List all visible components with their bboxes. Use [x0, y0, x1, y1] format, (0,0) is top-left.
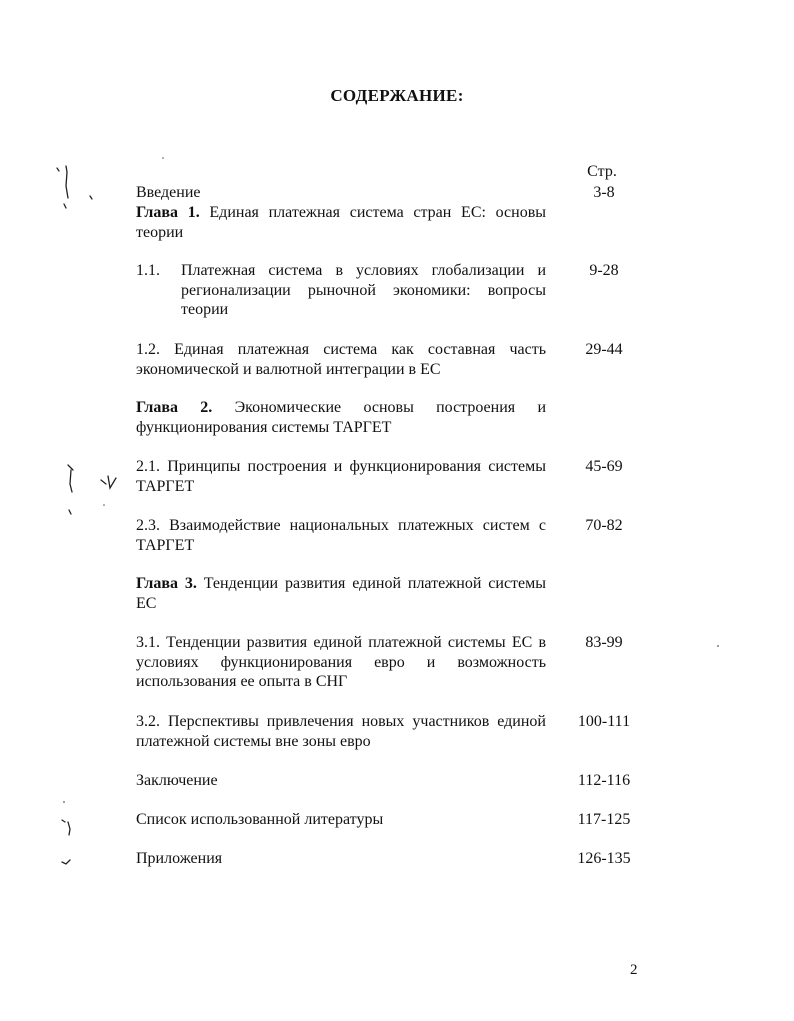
- toc-entry-pages: 70-82: [585, 517, 623, 534]
- toc-entry-text: Единая платежная система стран ЕС: основы теории: [136, 204, 547, 241]
- chapter-label: Глава 1.: [136, 204, 200, 221]
- toc-entry-text: Список использованной литературы: [136, 811, 384, 828]
- toc-entry-pages: 83-99: [585, 634, 623, 651]
- toc-entry-text: 1.2. Единая платежная система как составная часть экономической и валютной интеграции в ЕС: [136, 341, 546, 378]
- pencil-mark-icon: [66, 166, 68, 198]
- toc-entry-pages: 126-135: [577, 850, 631, 867]
- toc-entry-text: 2.1. Принципы построения и функционирования системы ТАРГЕТ: [136, 458, 546, 495]
- page-column-header: Стр.: [587, 163, 617, 180]
- toc-entry-pages: 29-44: [585, 341, 623, 358]
- toc-entry-pages: 100-111: [577, 713, 631, 730]
- page-number: 2: [630, 962, 638, 978]
- toc-entry-text: Заключение: [136, 772, 218, 789]
- chapter-label: Глава 3.: [136, 575, 197, 592]
- toc-entry-text: Тенденции развития единой платежной системы ЕС: [136, 575, 547, 612]
- toc-entry-text: 3.1. Тенденции развития единой платежной системы ЕС в условиях функционирования евро и возможность использования ее опыта в СНГ: [136, 634, 546, 691]
- toc-entry-text: 3.2. Перспективы привлечения новых участников единой платежной системы вне зоны евро: [136, 713, 546, 750]
- toc-entry-pages: 117-125: [577, 811, 631, 828]
- chapter-label: Глава 2.: [136, 399, 213, 416]
- toc-entry-text: Экономические основы построения и функционирования системы ТАРГЕТ: [136, 399, 546, 436]
- section-number: 1.1.: [136, 262, 160, 279]
- toc-entry-text: Введение: [136, 184, 201, 201]
- toc-entry-text: 2.3. Взаимодействие национальных платежных систем с ТАРГЕТ: [136, 517, 546, 554]
- toc-entry-pages: 45-69: [585, 458, 623, 475]
- toc-entry-pages: 9-28: [589, 262, 619, 279]
- toc-entry-text: Платежная система в условиях глобализации и регионализации рыночной экономики: вопросы теории: [181, 262, 546, 319]
- toc-entry-pages: 112-116: [577, 772, 631, 789]
- toc-entry-text: Приложения: [136, 850, 223, 867]
- toc-entry-pages: 3-8: [593, 184, 615, 201]
- page-title: СОДЕРЖАНИЕ:: [330, 86, 464, 105]
